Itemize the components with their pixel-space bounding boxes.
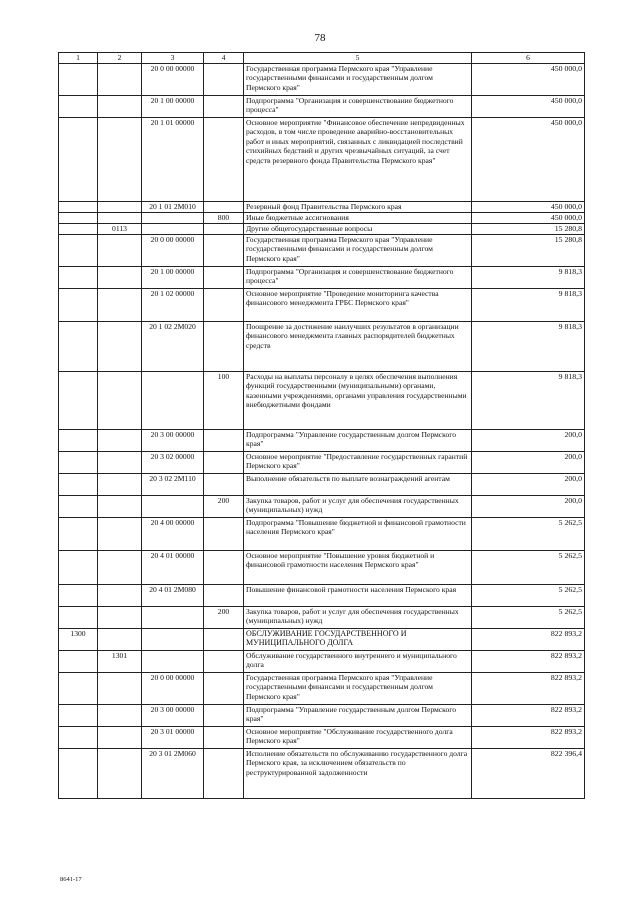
- footer-code: 8641-17: [60, 876, 82, 883]
- section-code: [59, 289, 98, 322]
- section-code: 1300: [59, 629, 98, 651]
- item-amount: 15 280,8: [472, 235, 585, 267]
- target-article-code: 20 0 00 00000: [142, 64, 204, 96]
- expense-type-code: [204, 629, 244, 651]
- item-name: Государственная программа Пермского края "Управление государственными финансами и государственным долгом Пермского края": [244, 64, 472, 96]
- subsection-code: [98, 496, 142, 518]
- subsection-code: [98, 213, 142, 224]
- item-amount: 200,0: [472, 496, 585, 518]
- item-name: Подпрограмма "Управление государственным долгом Пермского края": [244, 705, 472, 727]
- subsection-code: [98, 118, 142, 202]
- expense-type-code: 200: [204, 607, 244, 629]
- item-name: Закупка товаров, работ и услуг для обеспечения государственных (муниципальных) нужд: [244, 607, 472, 629]
- item-amount: 9 818,3: [472, 372, 585, 430]
- section-code: [59, 551, 98, 585]
- section-code: [59, 474, 98, 496]
- subsection-code: [98, 289, 142, 322]
- table-row: [59, 96, 585, 118]
- item-name: Расходы на выплаты персоналу в целях обеспечения выполнения функций государственными (муниципальными) органами, казенными учреждениями, органами управления государственными внебюджетными фондами: [244, 372, 472, 430]
- subsection-code: [98, 267, 142, 289]
- section-code: [59, 235, 98, 267]
- expense-type-code: [204, 202, 244, 213]
- expense-type-code: [204, 474, 244, 496]
- item-name: Государственная программа Пермского края "Управление государственными финансами и государственным долгом Пермского края": [244, 235, 472, 267]
- table-row: [59, 705, 585, 727]
- section-code: [59, 749, 98, 799]
- target-article-code: 20 1 00 00000: [142, 267, 204, 289]
- expense-type-code: 100: [204, 372, 244, 430]
- item-amount: 822 893,2: [472, 705, 585, 727]
- item-amount: 450 000,0: [472, 213, 585, 224]
- budget-table: [58, 52, 585, 799]
- item-amount: 822 396,4: [472, 749, 585, 799]
- table-row: [59, 289, 585, 322]
- subsection-code: [98, 64, 142, 96]
- item-amount: 450 000,0: [472, 202, 585, 213]
- subsection-code: [98, 749, 142, 799]
- expense-type-code: [204, 118, 244, 202]
- subsection-code: [98, 607, 142, 629]
- expense-type-code: [204, 224, 244, 235]
- item-amount: 822 893,2: [472, 651, 585, 673]
- table-row: [59, 64, 585, 96]
- section-code: [59, 224, 98, 235]
- item-amount: 9 818,3: [472, 289, 585, 322]
- table-row: [59, 322, 585, 372]
- expense-type-code: [204, 64, 244, 96]
- item-name: Другие общегосударственные вопросы: [244, 224, 472, 235]
- target-article-code: 20 3 02 2M110: [142, 474, 204, 496]
- section-code: [59, 322, 98, 372]
- page-number: 78: [314, 32, 326, 44]
- subsection-code: 0113: [98, 224, 142, 235]
- section-code: [59, 202, 98, 213]
- target-article-code: [142, 629, 204, 651]
- subsection-code: [98, 322, 142, 372]
- target-article-code: 20 3 00 00000: [142, 430, 204, 452]
- item-name: Закупка товаров, работ и услуг для обеспечения государственных (муниципальных) нужд: [244, 496, 472, 518]
- expense-type-code: [204, 705, 244, 727]
- expense-type-code: [204, 551, 244, 585]
- expense-type-code: 800: [204, 213, 244, 224]
- item-name: Выполнение обязательств по выплате вознаграждений агентам: [244, 474, 472, 496]
- item-name: Основное мероприятие "Обслуживание государственного долга Пермского края": [244, 727, 472, 749]
- target-article-code: [142, 607, 204, 629]
- table-row: [59, 202, 585, 213]
- item-name: Повышение финансовой грамотности населения Пермского края: [244, 585, 472, 607]
- table-row: [59, 224, 585, 235]
- target-article-code: 20 0 00 00000: [142, 673, 204, 705]
- item-name: ОБСЛУЖИВАНИЕ ГОСУДАРСТВЕННОГО И МУНИЦИПАЛЬНОГО ДОЛГА: [244, 629, 472, 651]
- item-name: Основное мероприятие "Предоставление государственных гарантий Пермского края": [244, 452, 472, 474]
- subsection-code: [98, 585, 142, 607]
- item-name: Иные бюджетные ассигнования: [244, 213, 472, 224]
- item-amount: 9 818,3: [472, 322, 585, 372]
- section-code: [59, 651, 98, 673]
- item-amount: 450 000,0: [472, 64, 585, 96]
- item-name: Исполнение обязательств по обслуживанию государственного долга Пермского края, за исключением обязательств по реструктурированной задолженности: [244, 749, 472, 799]
- section-code: [59, 585, 98, 607]
- subsection-code: [98, 430, 142, 452]
- item-name: Поощрение за достижение наилучших результатов в организации финансового менеджмента главных распорядителей бюджетных средств: [244, 322, 472, 372]
- item-name: Обслуживание государственного внутреннего и муниципального долга: [244, 651, 472, 673]
- table-row: [59, 673, 585, 705]
- item-amount: 9 818,3: [472, 267, 585, 289]
- table-row: [59, 727, 585, 749]
- target-article-code: 20 4 01 00000: [142, 551, 204, 585]
- target-article-code: 20 3 02 00000: [142, 452, 204, 474]
- table-row: [59, 496, 585, 518]
- subsection-code: [98, 727, 142, 749]
- item-amount: 200,0: [472, 474, 585, 496]
- item-amount: 450 000,0: [472, 96, 585, 118]
- subsection-code: [98, 372, 142, 430]
- target-article-code: 20 1 00 00000: [142, 96, 204, 118]
- expense-type-code: [204, 585, 244, 607]
- table-row: [59, 518, 585, 551]
- expense-type-code: [204, 267, 244, 289]
- subsection-code: 1301: [98, 651, 142, 673]
- target-article-code: 20 3 01 2M060: [142, 749, 204, 799]
- item-amount: 822 893,2: [472, 673, 585, 705]
- item-amount: 200,0: [472, 430, 585, 452]
- header-col-6: 6: [472, 53, 585, 64]
- item-name: Основное мероприятие "Повышение уровня бюджетной и финансовой грамотности населения Пермского края": [244, 551, 472, 585]
- subsection-code: [98, 705, 142, 727]
- table-row: [59, 551, 585, 585]
- item-amount: 822 893,2: [472, 629, 585, 651]
- target-article-code: [142, 224, 204, 235]
- target-article-code: 20 1 02 2M020: [142, 322, 204, 372]
- subsection-code: [98, 202, 142, 213]
- item-name: Основное мероприятие "Проведение мониторинга качества финансового менеджмента ГРБС Пермского края": [244, 289, 472, 322]
- section-code: [59, 96, 98, 118]
- expense-type-code: [204, 518, 244, 551]
- table-row: [59, 430, 585, 452]
- subsection-code: [98, 96, 142, 118]
- target-article-code: 20 3 00 00000: [142, 705, 204, 727]
- subsection-code: [98, 673, 142, 705]
- item-name: Подпрограмма "Повышение бюджетной и финансовой грамотности населения Пермского края": [244, 518, 472, 551]
- section-code: [59, 118, 98, 202]
- target-article-code: [142, 372, 204, 430]
- subsection-code: [98, 551, 142, 585]
- expense-type-code: [204, 749, 244, 799]
- target-article-code: 20 1 01 00000: [142, 118, 204, 202]
- section-code: [59, 705, 98, 727]
- target-article-code: 20 0 00 00000: [142, 235, 204, 267]
- expense-type-code: [204, 322, 244, 372]
- target-article-code: 20 1 02 00000: [142, 289, 204, 322]
- expense-type-code: 200: [204, 496, 244, 518]
- table-row: [59, 118, 585, 202]
- section-code: [59, 372, 98, 430]
- expense-type-code: [204, 235, 244, 267]
- header-col-4: 4: [204, 53, 244, 64]
- expense-type-code: [204, 651, 244, 673]
- subsection-code: [98, 235, 142, 267]
- table-row: [59, 452, 585, 474]
- target-article-code: [142, 496, 204, 518]
- item-name: Подпрограмма "Организация и совершенствование бюджетного процесса": [244, 96, 472, 118]
- item-amount: 200,0: [472, 452, 585, 474]
- table-row: [59, 585, 585, 607]
- section-code: [59, 64, 98, 96]
- section-code: [59, 518, 98, 551]
- item-name: Резервный фонд Правительства Пермского края: [244, 202, 472, 213]
- subsection-code: [98, 629, 142, 651]
- header-col-1: 1: [59, 53, 98, 64]
- target-article-code: [142, 213, 204, 224]
- target-article-code: 20 1 01 2M010: [142, 202, 204, 213]
- table-header-row: [59, 53, 585, 64]
- table-row: [59, 651, 585, 673]
- subsection-code: [98, 474, 142, 496]
- item-name: Государственная программа Пермского края "Управление государственными финансами и государственным долгом Пермского края": [244, 673, 472, 705]
- expense-type-code: [204, 96, 244, 118]
- table-row: [59, 372, 585, 430]
- target-article-code: 20 4 00 00000: [142, 518, 204, 551]
- item-amount: 5 262,5: [472, 518, 585, 551]
- expense-type-code: [204, 727, 244, 749]
- section-code: [59, 267, 98, 289]
- item-amount: 5 262,5: [472, 551, 585, 585]
- item-amount: 822 893,2: [472, 727, 585, 749]
- target-article-code: [142, 651, 204, 673]
- subsection-code: [98, 452, 142, 474]
- item-amount: 5 262,5: [472, 607, 585, 629]
- item-amount: 450 000,0: [472, 118, 585, 202]
- header-col-3: 3: [142, 53, 204, 64]
- table-row: [59, 629, 585, 651]
- item-amount: 5 262,5: [472, 585, 585, 607]
- section-code: [59, 673, 98, 705]
- header-col-2: 2: [98, 53, 142, 64]
- item-name: Подпрограмма "Управление государственным долгом Пермского края": [244, 430, 472, 452]
- section-code: [59, 727, 98, 749]
- table-row: [59, 474, 585, 496]
- section-code: [59, 213, 98, 224]
- table-row: [59, 267, 585, 289]
- table-row: [59, 749, 585, 799]
- expense-type-code: [204, 430, 244, 452]
- table-row: [59, 607, 585, 629]
- header-col-5: 5: [244, 53, 472, 64]
- item-name: Основное мероприятие "Финансовое обеспечение непредвиденных расходов, в том числе проведение аварийно-восстановительных работ и иных мероприятий, связанных с ликвидацией последствий стихийных бедствий и других чрезвычайных ситуаций, за счет средств резервного фонда Правительства Пермского края": [244, 118, 472, 202]
- target-article-code: 20 3 01 00000: [142, 727, 204, 749]
- target-article-code: 20 4 01 2M080: [142, 585, 204, 607]
- subsection-code: [98, 518, 142, 551]
- table-row: [59, 213, 585, 224]
- table-row: [59, 235, 585, 267]
- item-amount: 15 280,8: [472, 224, 585, 235]
- section-code: [59, 607, 98, 629]
- expense-type-code: [204, 289, 244, 322]
- item-name: Подпрограмма "Организация и совершенствование бюджетного процесса": [244, 267, 472, 289]
- expense-type-code: [204, 452, 244, 474]
- expense-type-code: [204, 673, 244, 705]
- section-code: [59, 496, 98, 518]
- section-code: [59, 430, 98, 452]
- section-code: [59, 452, 98, 474]
